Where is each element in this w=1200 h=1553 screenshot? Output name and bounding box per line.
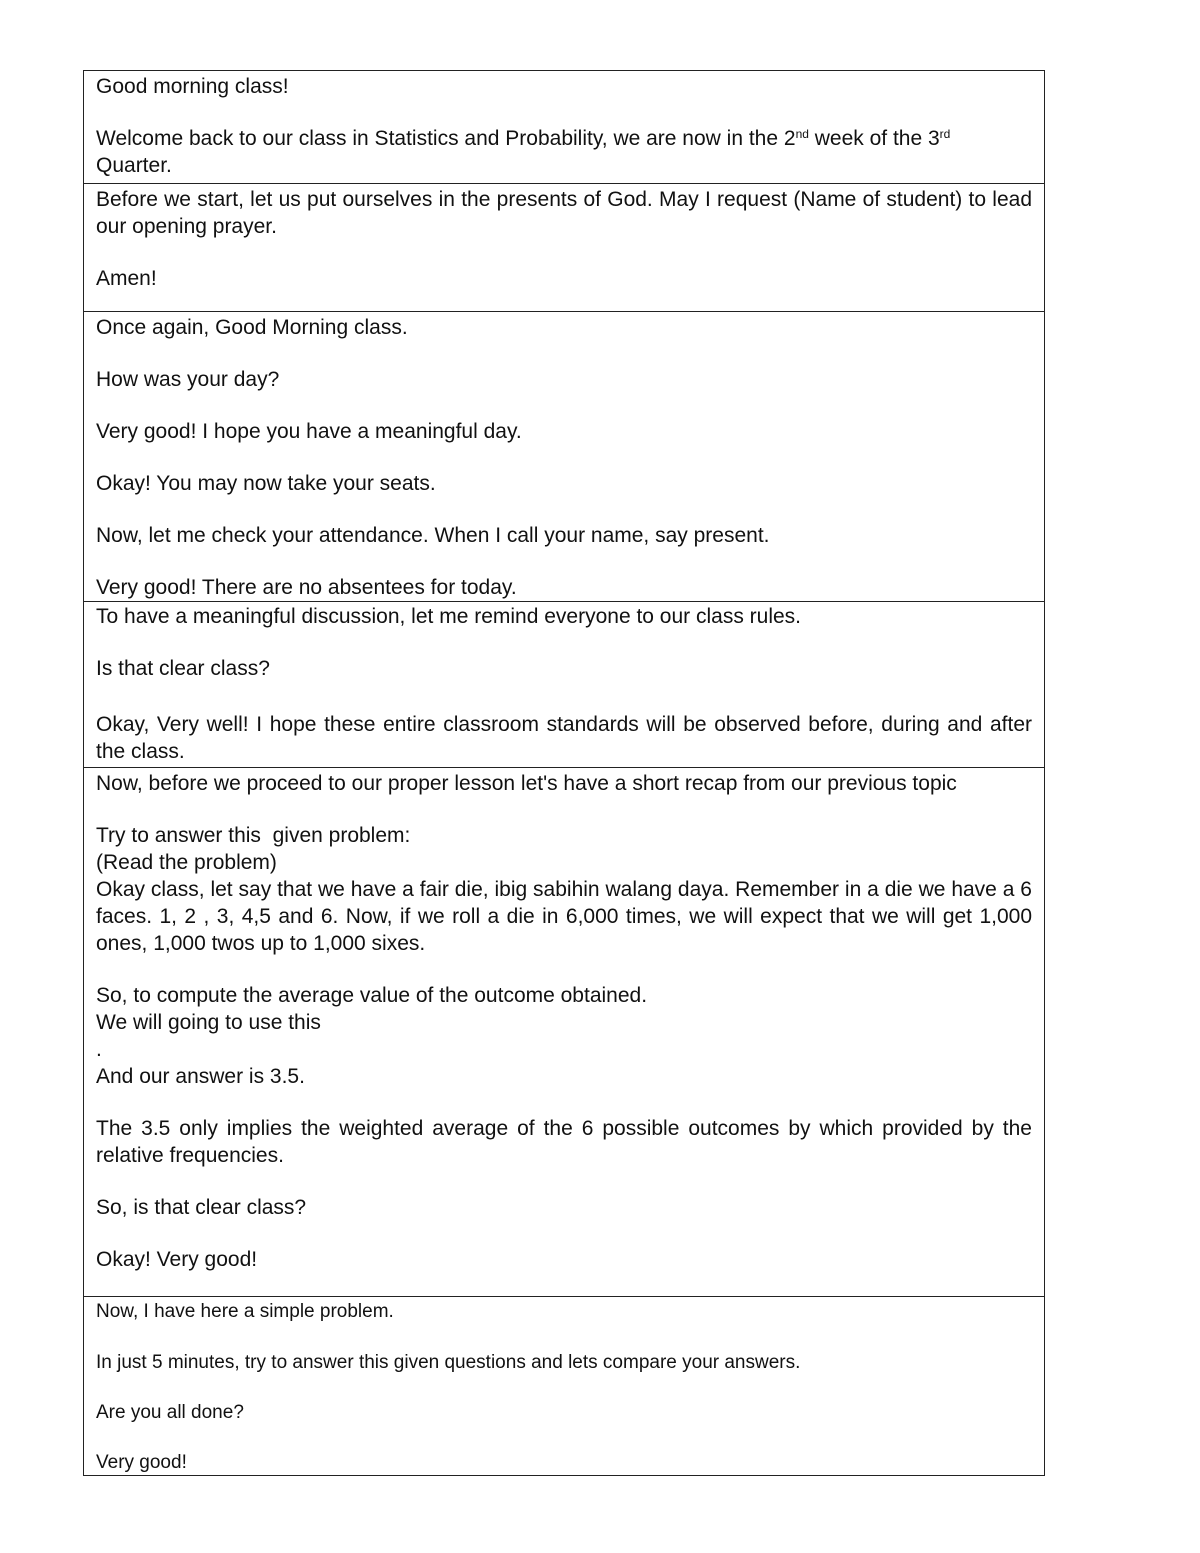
line-take-seats: Okay! You may now take your seats. xyxy=(96,472,436,495)
rules-intro-text: To have a meaningful discussion, let me remind everyone to our class rules. xyxy=(96,605,802,628)
class-rules-cell xyxy=(84,602,1045,768)
prayer-request-text: Before we start, let us put ourselves in the presents of God. May I request (Name of student) to lead our opening prayer. xyxy=(96,188,1032,238)
table-row xyxy=(84,602,1045,768)
recap-intro-text: Now, before we proceed to our proper lesson let's have a short recap from our previous topic xyxy=(96,772,957,795)
table-row xyxy=(84,71,1045,184)
rules-question-text: Is that clear class? xyxy=(96,657,270,680)
lesson-script-table xyxy=(83,70,1045,1476)
prayer-cell xyxy=(84,184,1045,312)
clear-question-text: So, is that clear class? xyxy=(96,1196,307,1219)
table-row xyxy=(84,1297,1045,1476)
simple-problem-cell xyxy=(84,1297,1045,1476)
superscript-rd: rd xyxy=(939,127,951,141)
formula-placeholder: . xyxy=(96,1038,102,1061)
rules-closing-text: Okay, Very well! I hope these entire classroom standards will be observed before, during and after the class. xyxy=(96,713,1032,763)
welcome-text-part: Welcome back to our class in Statistics and Probability, we are now in the 2 xyxy=(96,127,796,150)
five-minutes-text: In just 5 minutes, try to answer this given questions and lets compare your answers. xyxy=(96,1352,801,1373)
read-problem-text: (Read the problem) xyxy=(96,851,277,874)
line-no-absentees: Very good! There are no absentees for today. xyxy=(96,576,517,599)
welcome-text-part: Quarter. xyxy=(96,154,172,177)
welcome-text-part: week of the 3 xyxy=(808,127,940,150)
all-done-text: Are you all done? xyxy=(96,1402,244,1423)
line-attendance: Now, let me check your attendance. When I call your name, say present. xyxy=(96,524,770,547)
table-row xyxy=(84,312,1045,602)
greeting-attendance-cell xyxy=(84,312,1045,602)
simple-problem-text: Now, I have here a simple problem. xyxy=(96,1301,394,1322)
amen-text: Amen! xyxy=(96,267,157,290)
greeting-cell xyxy=(84,71,1045,184)
compute-average-text: So, to compute the average value of the outcome obtained. xyxy=(96,984,648,1007)
recap-cell xyxy=(84,768,1045,1297)
die-explanation-text: Okay class, let say that we have a fair die, ibig sabihin walang daya. Remember in a die we have a 6 faces. 1, 2 , 3, 4,5 and 6. Now, if we roll a die in 6,000 times, we will expect that we will get 1,000 ones, 1,000 twos up to 1,000 sixes. xyxy=(96,878,1032,955)
implies-text: The 3.5 only implies the weighted average of the 6 possible outcomes by which provided by the relative frequencies. xyxy=(96,1117,1032,1167)
line-how-was-day: How was your day? xyxy=(96,368,280,391)
table-row xyxy=(84,184,1045,312)
line-once-again: Once again, Good Morning class. xyxy=(96,316,408,339)
try-answer-text: Try to answer this given problem: xyxy=(96,824,411,847)
very-good-text: Very good! xyxy=(96,1452,187,1473)
line-meaningful-day: Very good! I hope you have a meaningful day. xyxy=(96,420,522,443)
use-this-text: We will going to use this xyxy=(96,1011,321,1034)
welcome-text xyxy=(96,125,1032,179)
greeting-text: Good morning class! xyxy=(96,75,289,98)
superscript-nd: nd xyxy=(795,127,809,141)
answer-text: And our answer is 3.5. xyxy=(96,1065,305,1088)
okay-good-text: Okay! Very good! xyxy=(96,1248,258,1271)
table-row xyxy=(84,768,1045,1297)
